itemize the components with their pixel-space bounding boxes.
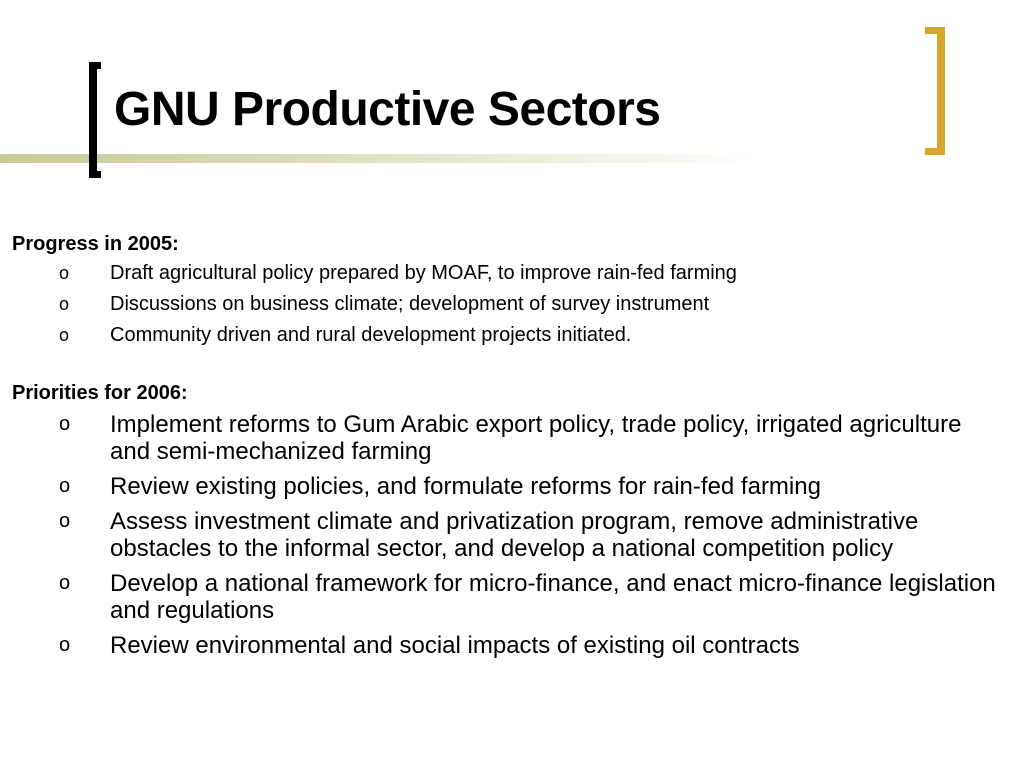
- hollow-bullet-icon: o: [59, 413, 71, 435]
- list-item: [12, 320, 1012, 351]
- right-bracket-decoration: [925, 27, 945, 155]
- section-spacer: [12, 351, 1012, 379]
- title-underline-rule: [0, 154, 760, 163]
- section-heading-priorities: Priorities for 2006:: [12, 382, 188, 404]
- list-item: [12, 473, 1012, 500]
- hollow-bullet-icon: o: [59, 510, 71, 532]
- list-item-text: Develop a national framework for micro-finance, and enact micro-finance legislation and regulations: [110, 570, 996, 624]
- list-item-text: Review existing policies, and formulate reforms for rain-fed farming: [110, 473, 821, 500]
- list-item-text: Review environmental and social impacts of existing oil contracts: [110, 632, 800, 659]
- left-bracket-decoration: [89, 62, 101, 178]
- slide-content: [12, 230, 1012, 667]
- list-item: [12, 508, 1012, 562]
- progress-list: [12, 258, 1012, 351]
- list-item: [12, 632, 1012, 659]
- section-heading-progress: Progress in 2005:: [12, 233, 179, 255]
- priorities-list: [12, 411, 1012, 659]
- list-item: [12, 289, 1012, 320]
- hollow-bullet-icon: o: [59, 263, 70, 283]
- list-item: [12, 570, 1012, 624]
- hollow-bullet-icon: o: [59, 325, 70, 345]
- hollow-bullet-icon: o: [59, 634, 71, 656]
- slide-title: GNU Productive Sectors: [114, 83, 661, 136]
- hollow-bullet-icon: o: [59, 475, 71, 497]
- hollow-bullet-icon: o: [59, 294, 70, 314]
- list-item: [12, 411, 1012, 465]
- list-item: [12, 258, 1012, 289]
- list-item-text: Community driven and rural development projects initiated.: [110, 324, 632, 346]
- hollow-bullet-icon: o: [59, 572, 71, 594]
- list-item-text: Draft agricultural policy prepared by MOAF, to improve rain-fed farming: [110, 262, 737, 284]
- list-item-text: Implement reforms to Gum Arabic export policy, trade policy, irrigated agriculture and semi-mechanized farming: [110, 411, 962, 465]
- list-item-text: Assess investment climate and privatization program, remove administrative obstacles to the informal sector, and develop a national competition policy: [110, 508, 919, 562]
- list-item-text: Discussions on business climate; development of survey instrument: [110, 293, 710, 315]
